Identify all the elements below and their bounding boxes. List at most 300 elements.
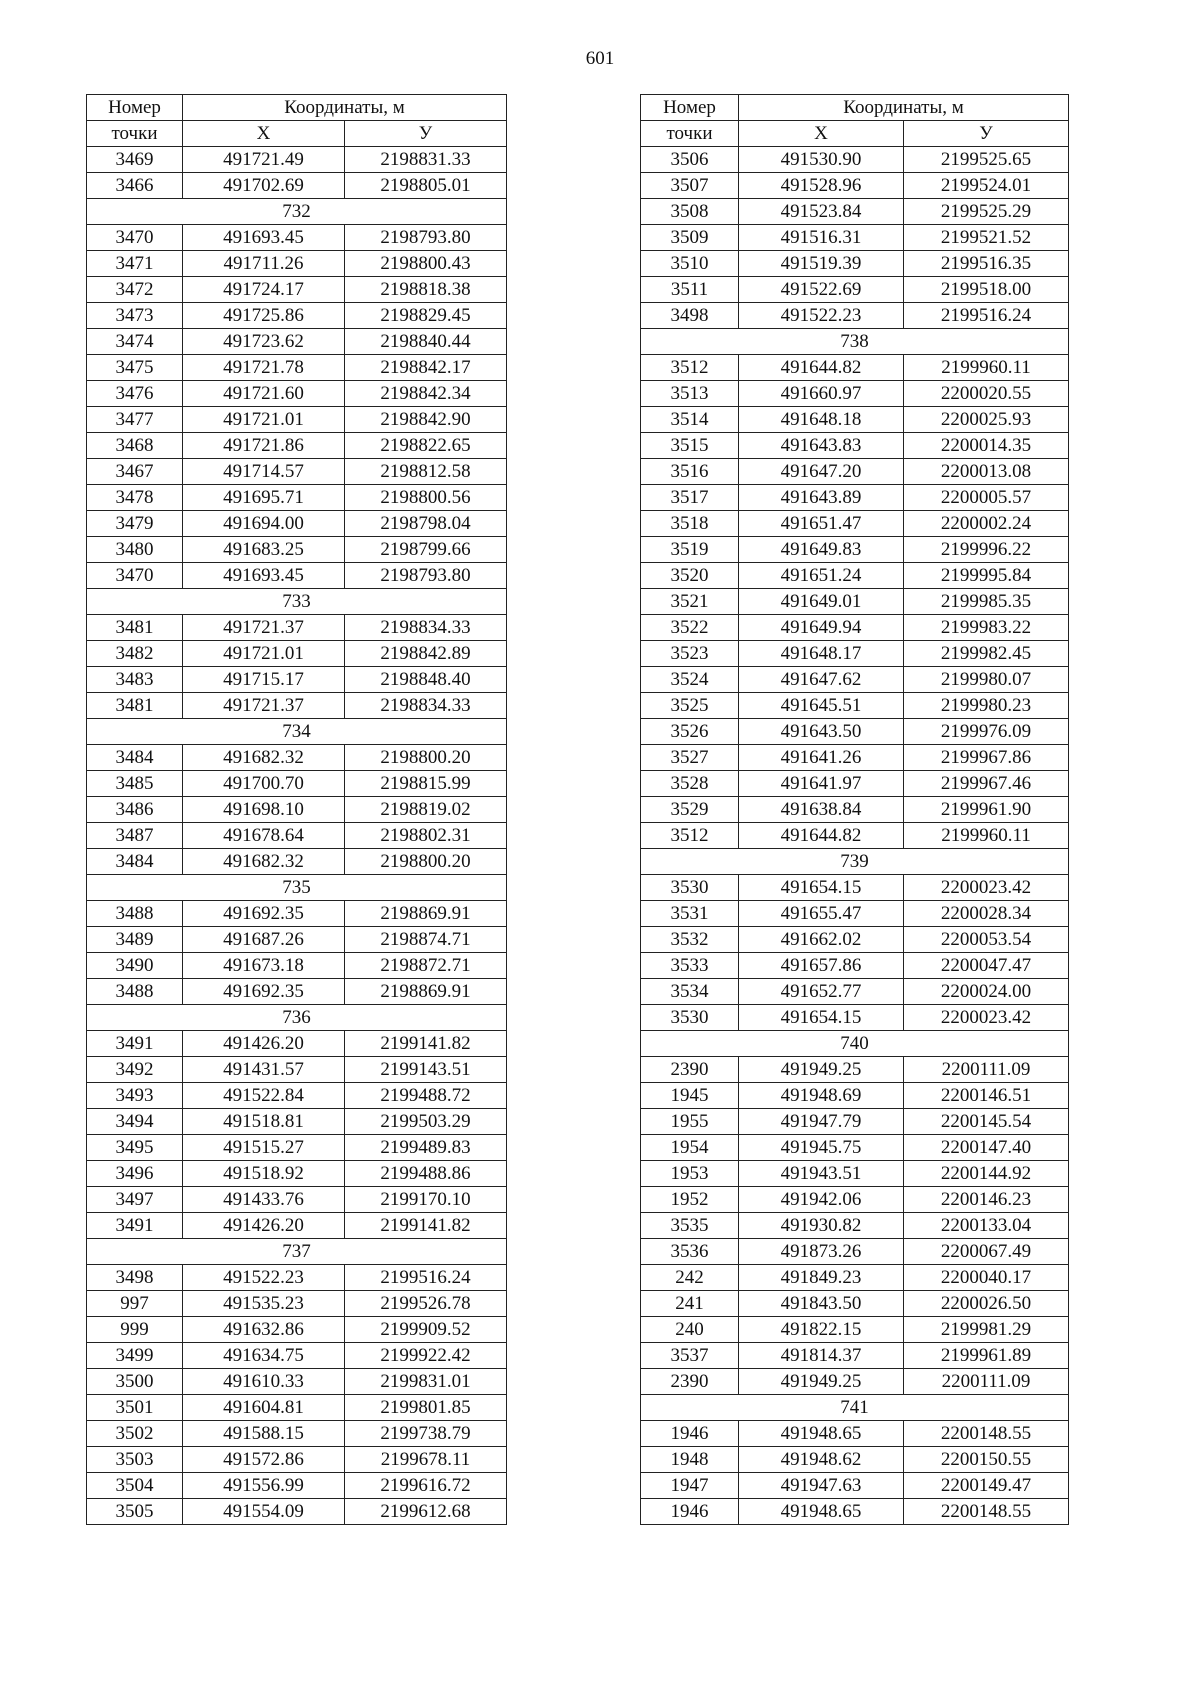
x-coordinate-cell: 491692.35 <box>183 979 345 1005</box>
y-coordinate-cell: 2200024.00 <box>904 979 1069 1005</box>
y-coordinate-cell: 2198834.33 <box>345 693 507 719</box>
point-number-cell: 3530 <box>641 875 739 901</box>
y-coordinate-cell: 2199516.24 <box>904 303 1069 329</box>
x-coordinate-cell: 491515.27 <box>183 1135 345 1161</box>
y-coordinate-cell: 2198802.31 <box>345 823 507 849</box>
point-number-cell: 3520 <box>641 563 739 589</box>
y-coordinate-cell: 2199488.86 <box>345 1161 507 1187</box>
point-number-cell: 3522 <box>641 615 739 641</box>
x-coordinate-cell: 491873.26 <box>739 1239 904 1265</box>
table-row <box>641 277 1069 303</box>
y-coordinate-cell: 2198840.44 <box>345 329 507 355</box>
x-coordinate-cell: 491711.26 <box>183 251 345 277</box>
point-number-cell: 3466 <box>87 173 183 199</box>
x-coordinate-cell: 491647.20 <box>739 459 904 485</box>
table-row <box>641 1291 1069 1317</box>
section-row <box>87 1239 507 1265</box>
x-coordinate-cell: 491662.02 <box>739 927 904 953</box>
x-coordinate-cell: 491682.32 <box>183 849 345 875</box>
x-coordinate-cell: 491649.94 <box>739 615 904 641</box>
table-row <box>87 1421 507 1447</box>
y-coordinate-cell: 2199738.79 <box>345 1421 507 1447</box>
point-number-cell: 2390 <box>641 1369 739 1395</box>
point-number-cell: 1954 <box>641 1135 739 1161</box>
point-number-cell: 3528 <box>641 771 739 797</box>
point-number-cell: 241 <box>641 1291 739 1317</box>
y-coordinate-cell: 2200005.57 <box>904 485 1069 511</box>
point-number-cell: 3476 <box>87 381 183 407</box>
point-number-cell: 3467 <box>87 459 183 485</box>
table-row <box>641 459 1069 485</box>
x-coordinate-cell: 491694.00 <box>183 511 345 537</box>
table-row <box>641 225 1069 251</box>
section-row <box>87 589 507 615</box>
point-number-cell: 3489 <box>87 927 183 953</box>
point-number-cell: 3502 <box>87 1421 183 1447</box>
point-number-cell: 3537 <box>641 1343 739 1369</box>
x-coordinate-cell: 491641.26 <box>739 745 904 771</box>
point-number-cell: 1955 <box>641 1109 739 1135</box>
y-coordinate-cell: 2199961.90 <box>904 797 1069 823</box>
x-coordinate-cell: 491632.86 <box>183 1317 345 1343</box>
table-row <box>641 615 1069 641</box>
y-coordinate-cell: 2200133.04 <box>904 1213 1069 1239</box>
table-row <box>87 1135 507 1161</box>
point-number-cell: 3470 <box>87 563 183 589</box>
point-number-cell: 3482 <box>87 641 183 667</box>
x-coordinate-cell: 491519.39 <box>739 251 904 277</box>
point-number-header-line2: точки <box>87 121 183 147</box>
x-coordinate-cell: 491822.15 <box>739 1317 904 1343</box>
y-coordinate-cell: 2200023.42 <box>904 1005 1069 1031</box>
table-row <box>641 1213 1069 1239</box>
point-number-cell: 3498 <box>641 303 739 329</box>
x-coordinate-cell: 491724.17 <box>183 277 345 303</box>
table-row <box>641 303 1069 329</box>
x-coordinate-cell: 491643.89 <box>739 485 904 511</box>
table-row <box>87 1395 507 1421</box>
x-coordinate-cell: 491947.63 <box>739 1473 904 1499</box>
y-coordinate-cell: 2200047.47 <box>904 953 1069 979</box>
y-coordinate-cell: 2199616.72 <box>345 1473 507 1499</box>
x-coordinate-cell: 491634.75 <box>183 1343 345 1369</box>
table-row <box>641 1317 1069 1343</box>
table-row <box>87 1317 507 1343</box>
point-number-cell: 3535 <box>641 1213 739 1239</box>
section-number: 733 <box>87 589 507 615</box>
point-number-cell: 3504 <box>87 1473 183 1499</box>
point-number-cell: 3525 <box>641 693 739 719</box>
y-coordinate-cell: 2198793.80 <box>345 563 507 589</box>
x-coordinate-cell: 491721.86 <box>183 433 345 459</box>
y-coordinate-cell: 2198869.91 <box>345 901 507 927</box>
y-coordinate-cell: 2198842.89 <box>345 641 507 667</box>
point-number-cell: 1946 <box>641 1499 739 1525</box>
x-coordinate-cell: 491530.90 <box>739 147 904 173</box>
table-row <box>641 667 1069 693</box>
y-coordinate-cell: 2199525.65 <box>904 147 1069 173</box>
point-number-cell: 3496 <box>87 1161 183 1187</box>
point-number-cell: 3487 <box>87 823 183 849</box>
point-number-cell: 3510 <box>641 251 739 277</box>
y-coordinate-cell: 2200147.40 <box>904 1135 1069 1161</box>
table-row <box>641 251 1069 277</box>
section-number: 738 <box>641 329 1069 355</box>
y-coordinate-cell: 2199516.35 <box>904 251 1069 277</box>
x-coordinate-cell: 491657.86 <box>739 953 904 979</box>
x-coordinate-cell: 491814.37 <box>739 1343 904 1369</box>
y-coordinate-cell: 2198815.99 <box>345 771 507 797</box>
section-number: 740 <box>641 1031 1069 1057</box>
x-coordinate-cell: 491588.15 <box>183 1421 345 1447</box>
point-number-cell: 3486 <box>87 797 183 823</box>
table-row <box>87 485 507 511</box>
table-row <box>641 407 1069 433</box>
point-number-cell: 3495 <box>87 1135 183 1161</box>
x-coordinate-cell: 491721.78 <box>183 355 345 381</box>
x-coordinate-cell: 491682.32 <box>183 745 345 771</box>
point-number-cell: 3481 <box>87 693 183 719</box>
table-row <box>87 1291 507 1317</box>
y-coordinate-cell: 2199488.72 <box>345 1083 507 1109</box>
point-number-cell: 3506 <box>641 147 739 173</box>
point-number-cell: 3485 <box>87 771 183 797</box>
y-coordinate-cell: 2200148.55 <box>904 1421 1069 1447</box>
table-row <box>641 979 1069 1005</box>
table-row <box>87 251 507 277</box>
point-number-cell: 3481 <box>87 615 183 641</box>
y-coordinate-cell: 2198869.91 <box>345 979 507 1005</box>
y-coordinate-cell: 2200146.51 <box>904 1083 1069 1109</box>
y-coordinate-cell: 2198874.71 <box>345 927 507 953</box>
table-row <box>641 953 1069 979</box>
x-coordinate-cell: 491721.60 <box>183 381 345 407</box>
table-row <box>87 693 507 719</box>
section-number: 734 <box>87 719 507 745</box>
point-number-cell: 3517 <box>641 485 739 511</box>
point-number-cell: 242 <box>641 1265 739 1291</box>
x-coordinate-cell: 491942.06 <box>739 1187 904 1213</box>
x-coordinate-cell: 491948.62 <box>739 1447 904 1473</box>
x-coordinate-cell: 491715.17 <box>183 667 345 693</box>
x-coordinate-cell: 491522.23 <box>739 303 904 329</box>
section-row <box>87 199 507 225</box>
point-number-cell: 3484 <box>87 849 183 875</box>
point-number-cell: 3512 <box>641 823 739 849</box>
point-number-cell: 1945 <box>641 1083 739 1109</box>
table-row <box>87 1369 507 1395</box>
y-coordinate-cell: 2199525.29 <box>904 199 1069 225</box>
section-row <box>87 719 507 745</box>
x-coordinate-cell: 491930.82 <box>739 1213 904 1239</box>
table-row <box>641 641 1069 667</box>
y-coordinate-cell: 2199961.89 <box>904 1343 1069 1369</box>
coordinates-header: Координаты, м <box>183 95 507 121</box>
table-row <box>87 1473 507 1499</box>
x-coordinate-cell: 491648.17 <box>739 641 904 667</box>
point-number-cell: 3477 <box>87 407 183 433</box>
x-coordinate-cell: 491948.69 <box>739 1083 904 1109</box>
y-coordinate-cell: 2199678.11 <box>345 1447 507 1473</box>
y-coordinate-cell: 2200028.34 <box>904 901 1069 927</box>
table-row <box>641 745 1069 771</box>
point-number-cell: 3472 <box>87 277 183 303</box>
section-number: 741 <box>641 1395 1069 1421</box>
table-row <box>641 147 1069 173</box>
y-coordinate-cell: 2199489.83 <box>345 1135 507 1161</box>
y-coordinate-cell: 2199518.00 <box>904 277 1069 303</box>
point-number-cell: 3479 <box>87 511 183 537</box>
y-coordinate-cell: 2198822.65 <box>345 433 507 459</box>
y-coordinate-cell: 2199995.84 <box>904 563 1069 589</box>
table-row <box>641 485 1069 511</box>
y-coordinate-cell: 2198800.20 <box>345 745 507 771</box>
y-coordinate-cell: 2198872.71 <box>345 953 507 979</box>
table-row <box>87 173 507 199</box>
point-number-cell: 2390 <box>641 1057 739 1083</box>
y-coordinate-cell: 2199909.52 <box>345 1317 507 1343</box>
point-number-cell: 3500 <box>87 1369 183 1395</box>
point-number-cell: 3530 <box>641 1005 739 1031</box>
x-column-header: X <box>183 121 345 147</box>
table-row <box>87 823 507 849</box>
table-row <box>87 407 507 433</box>
point-number-cell: 3488 <box>87 979 183 1005</box>
point-number-cell: 3470 <box>87 225 183 251</box>
x-coordinate-cell: 491522.69 <box>739 277 904 303</box>
y-coordinate-cell: 2198798.04 <box>345 511 507 537</box>
table-row <box>87 1213 507 1239</box>
x-coordinate-cell: 491949.25 <box>739 1057 904 1083</box>
y-coordinate-cell: 2198819.02 <box>345 797 507 823</box>
table-row <box>641 1161 1069 1187</box>
x-coordinate-cell: 491649.83 <box>739 537 904 563</box>
point-number-cell: 3518 <box>641 511 739 537</box>
point-number-cell: 3533 <box>641 953 739 979</box>
page-number: 601 <box>585 48 615 69</box>
point-number-cell: 1947 <box>641 1473 739 1499</box>
x-coordinate-cell: 491698.10 <box>183 797 345 823</box>
table-row <box>87 329 507 355</box>
point-number-cell: 3473 <box>87 303 183 329</box>
point-number-cell: 3513 <box>641 381 739 407</box>
x-coordinate-cell: 491426.20 <box>183 1213 345 1239</box>
y-coordinate-cell: 2199141.82 <box>345 1031 507 1057</box>
table-row <box>641 1083 1069 1109</box>
point-number-cell: 3509 <box>641 225 739 251</box>
point-number-header-line2: точки <box>641 121 739 147</box>
point-number-cell: 3474 <box>87 329 183 355</box>
table-row <box>87 771 507 797</box>
table-row <box>87 277 507 303</box>
y-coordinate-cell: 2199524.01 <box>904 173 1069 199</box>
point-number-cell: 3497 <box>87 1187 183 1213</box>
x-coordinate-cell: 491721.01 <box>183 641 345 667</box>
table-row <box>641 173 1069 199</box>
point-number-cell: 3501 <box>87 1395 183 1421</box>
x-coordinate-cell: 491655.47 <box>739 901 904 927</box>
x-coordinate-cell: 491643.83 <box>739 433 904 459</box>
table-row <box>87 745 507 771</box>
x-coordinate-cell: 491638.84 <box>739 797 904 823</box>
x-coordinate-cell: 491721.49 <box>183 147 345 173</box>
y-coordinate-cell: 2200013.08 <box>904 459 1069 485</box>
point-number-cell: 3505 <box>87 1499 183 1525</box>
x-coordinate-cell: 491714.57 <box>183 459 345 485</box>
y-column-header: У <box>345 121 507 147</box>
section-row <box>641 1395 1069 1421</box>
point-number-cell: 3519 <box>641 537 739 563</box>
x-coordinate-cell: 491654.15 <box>739 875 904 901</box>
y-coordinate-cell: 2200111.09 <box>904 1057 1069 1083</box>
table-row <box>641 1239 1069 1265</box>
x-coordinate-cell: 491426.20 <box>183 1031 345 1057</box>
coordinates-header: Координаты, м <box>739 95 1069 121</box>
x-coordinate-cell: 491692.35 <box>183 901 345 927</box>
y-coordinate-cell: 2200025.93 <box>904 407 1069 433</box>
point-number-cell: 3536 <box>641 1239 739 1265</box>
y-coordinate-cell: 2199981.29 <box>904 1317 1069 1343</box>
table-row <box>87 381 507 407</box>
x-coordinate-cell: 491433.76 <box>183 1187 345 1213</box>
point-number-cell: 3524 <box>641 667 739 693</box>
y-coordinate-cell: 2199831.01 <box>345 1369 507 1395</box>
table-row <box>87 537 507 563</box>
point-number-cell: 3484 <box>87 745 183 771</box>
point-number-cell: 1948 <box>641 1447 739 1473</box>
section-row <box>87 875 507 901</box>
table-row <box>641 563 1069 589</box>
section-number: 736 <box>87 1005 507 1031</box>
table-row <box>87 1265 507 1291</box>
x-coordinate-cell: 491700.70 <box>183 771 345 797</box>
table-row <box>87 979 507 1005</box>
point-number-cell: 3512 <box>641 355 739 381</box>
y-coordinate-cell: 2199996.22 <box>904 537 1069 563</box>
x-coordinate-cell: 491849.23 <box>739 1265 904 1291</box>
point-number-cell: 240 <box>641 1317 739 1343</box>
section-row <box>641 329 1069 355</box>
section-number: 732 <box>87 199 507 225</box>
x-coordinate-cell: 491660.97 <box>739 381 904 407</box>
point-number-cell: 3494 <box>87 1109 183 1135</box>
x-coordinate-cell: 491695.71 <box>183 485 345 511</box>
point-number-cell: 3503 <box>87 1447 183 1473</box>
table-row <box>87 953 507 979</box>
x-coordinate-cell: 491643.50 <box>739 719 904 745</box>
x-coordinate-cell: 491518.81 <box>183 1109 345 1135</box>
y-coordinate-cell: 2198842.90 <box>345 407 507 433</box>
y-coordinate-cell: 2200020.55 <box>904 381 1069 407</box>
y-coordinate-cell: 2199982.45 <box>904 641 1069 667</box>
y-coordinate-cell: 2198812.58 <box>345 459 507 485</box>
y-coordinate-cell: 2199976.09 <box>904 719 1069 745</box>
y-coordinate-cell: 2199143.51 <box>345 1057 507 1083</box>
point-number-cell: 3523 <box>641 641 739 667</box>
table-row <box>641 1057 1069 1083</box>
y-coordinate-cell: 2198800.43 <box>345 251 507 277</box>
point-number-cell: 3491 <box>87 1213 183 1239</box>
point-number-cell: 1946 <box>641 1421 739 1447</box>
y-coordinate-cell: 2199983.22 <box>904 615 1069 641</box>
table-row <box>641 823 1069 849</box>
table-row <box>641 875 1069 901</box>
point-number-cell: 3499 <box>87 1343 183 1369</box>
point-number-cell: 3516 <box>641 459 739 485</box>
x-coordinate-cell: 491645.51 <box>739 693 904 719</box>
y-coordinate-cell: 2198818.38 <box>345 277 507 303</box>
x-coordinate-cell: 491649.01 <box>739 589 904 615</box>
x-coordinate-cell: 491556.99 <box>183 1473 345 1499</box>
x-coordinate-cell: 491431.57 <box>183 1057 345 1083</box>
table-row <box>641 693 1069 719</box>
x-coordinate-cell: 491678.64 <box>183 823 345 849</box>
x-coordinate-cell: 491644.82 <box>739 355 904 381</box>
x-coordinate-cell: 491687.26 <box>183 927 345 953</box>
table-row <box>87 511 507 537</box>
point-number-header: Номер <box>87 95 183 121</box>
point-number-cell: 3508 <box>641 199 739 225</box>
x-coordinate-cell: 491948.65 <box>739 1421 904 1447</box>
table-row <box>87 563 507 589</box>
y-coordinate-cell: 2199960.11 <box>904 355 1069 381</box>
y-coordinate-cell: 2199985.35 <box>904 589 1069 615</box>
y-coordinate-cell: 2199526.78 <box>345 1291 507 1317</box>
table-row <box>641 1187 1069 1213</box>
table-row <box>641 1005 1069 1031</box>
y-coordinate-cell: 2199612.68 <box>345 1499 507 1525</box>
table-row <box>87 1161 507 1187</box>
point-number-cell: 3532 <box>641 927 739 953</box>
y-coordinate-cell: 2199516.24 <box>345 1265 507 1291</box>
point-number-cell: 3498 <box>87 1265 183 1291</box>
table-row <box>87 1031 507 1057</box>
section-number: 737 <box>87 1239 507 1265</box>
x-coordinate-cell: 491725.86 <box>183 303 345 329</box>
table-row <box>87 1057 507 1083</box>
y-coordinate-cell: 2199503.29 <box>345 1109 507 1135</box>
y-coordinate-cell: 2200067.49 <box>904 1239 1069 1265</box>
y-coordinate-cell: 2199170.10 <box>345 1187 507 1213</box>
table-row <box>87 433 507 459</box>
y-coordinate-cell: 2200014.35 <box>904 433 1069 459</box>
section-number: 735 <box>87 875 507 901</box>
x-coordinate-cell: 491523.84 <box>739 199 904 225</box>
y-coordinate-cell: 2198793.80 <box>345 225 507 251</box>
table-row <box>87 901 507 927</box>
table-row <box>641 901 1069 927</box>
x-coordinate-cell: 491644.82 <box>739 823 904 849</box>
table-row <box>641 1265 1069 1291</box>
table-row <box>87 615 507 641</box>
table-row <box>641 1343 1069 1369</box>
point-number-cell: 3493 <box>87 1083 183 1109</box>
point-number-cell: 3521 <box>641 589 739 615</box>
table-row <box>641 1369 1069 1395</box>
table-row <box>641 1499 1069 1525</box>
table-row <box>87 641 507 667</box>
table-row <box>641 381 1069 407</box>
x-coordinate-cell: 491843.50 <box>739 1291 904 1317</box>
y-coordinate-cell: 2200026.50 <box>904 1291 1069 1317</box>
table-row <box>87 1083 507 1109</box>
table-row <box>87 849 507 875</box>
x-column-header: X <box>739 121 904 147</box>
x-coordinate-cell: 491721.01 <box>183 407 345 433</box>
table-body-left <box>87 147 507 1525</box>
table-row <box>641 1109 1069 1135</box>
x-coordinate-cell: 491947.79 <box>739 1109 904 1135</box>
